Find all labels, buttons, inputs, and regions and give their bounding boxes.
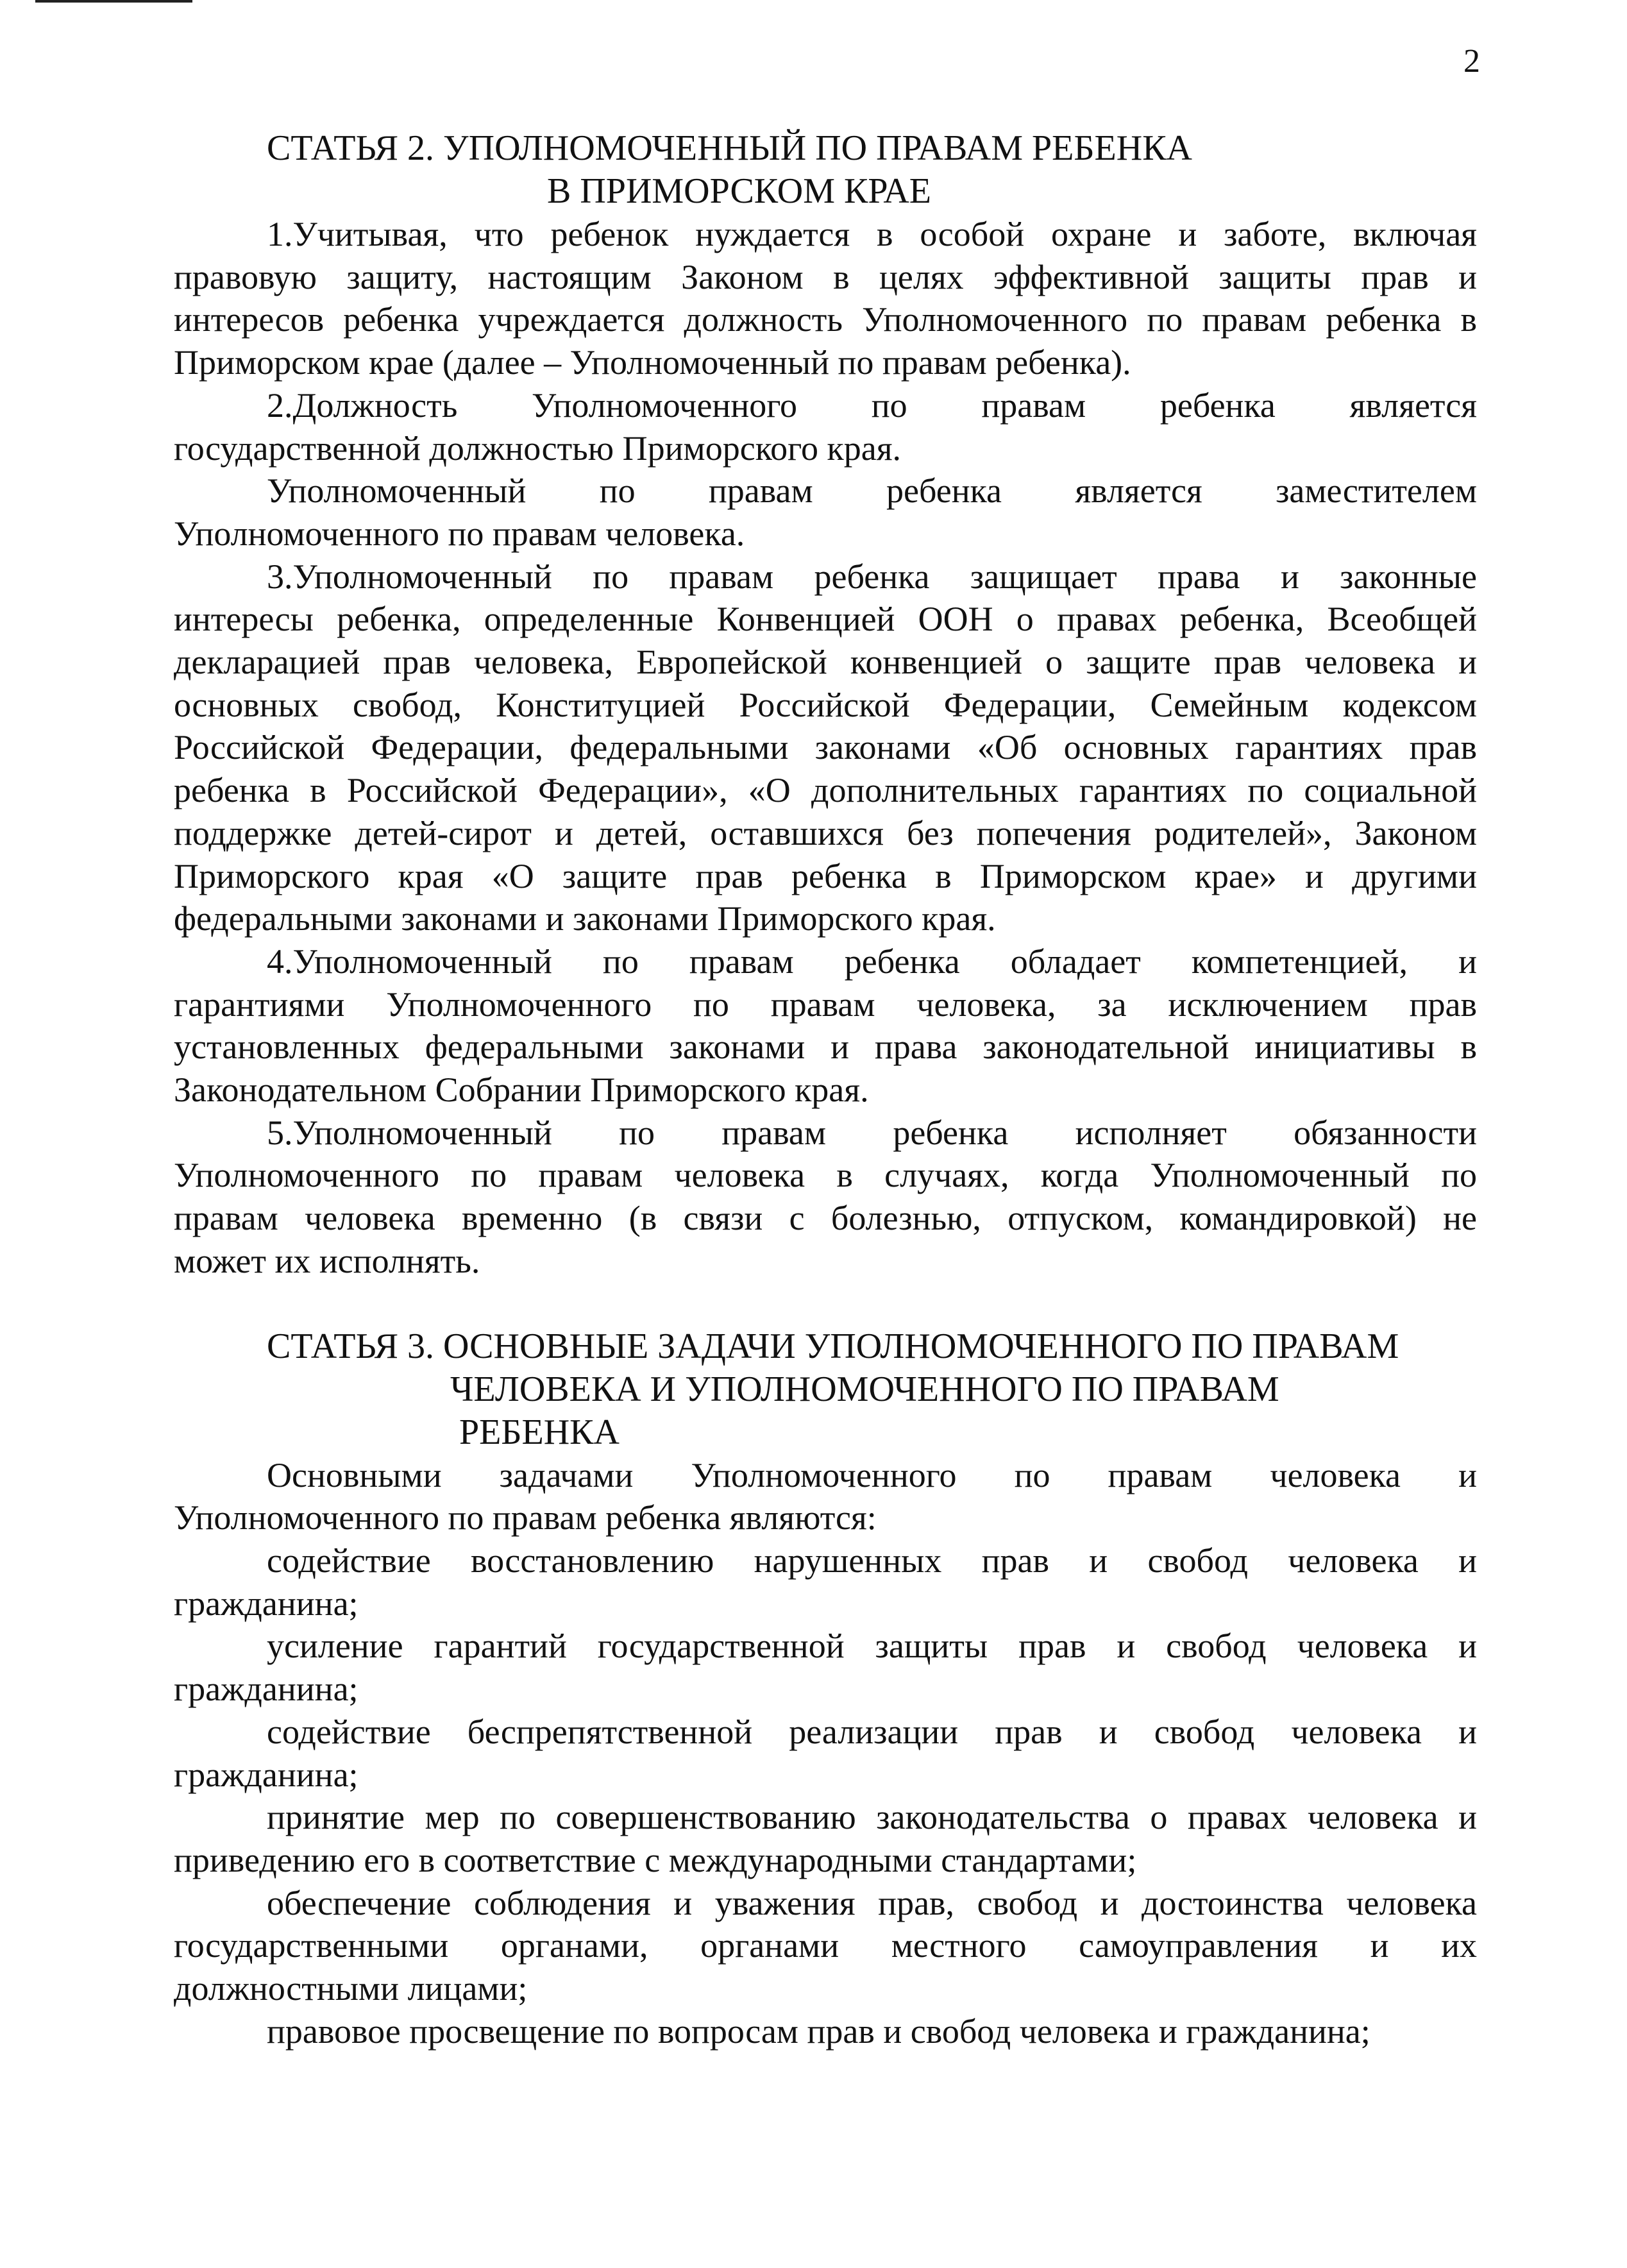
text-line: должностными лицами; <box>174 1969 528 2008</box>
page-number: 2 <box>1463 43 1480 80</box>
article-3-heading <box>174 1325 1477 1454</box>
article-2-paragraph-2 <box>174 384 1477 470</box>
text-line: 1.Учитывая, что ребенок нуждается в особой охране и заботе, включая <box>267 215 1477 253</box>
text-line: интересы ребенка, определенные Конвенцией ООН о правах ребенка, Всеобщей <box>174 600 1477 639</box>
text-line: может их исполнять. <box>174 1241 480 1280</box>
article-2-heading-line-1: СТАТЬЯ 2. УПОЛНОМОЧЕННЫЙ ПО ПРАВАМ РЕБЕНКА <box>267 128 1192 168</box>
task-item-2 <box>174 1625 1477 1710</box>
text-line: Приморском крае (далее – Уполномоченный по правам ребенка). <box>174 343 1131 382</box>
text-line: правам человека временно (в связи с болезнью, отпуском, командировкой) не <box>174 1199 1477 1238</box>
section-spacer <box>174 1283 1477 1325</box>
text-line: Российской Федерации, федеральными законами «Об основных гарантиях прав <box>174 728 1477 767</box>
text-line: Основными задачами Уполномоченного по правам человека и <box>267 1455 1477 1494</box>
article-3-intro <box>174 1454 1477 1539</box>
text-line: Уполномоченного по правам человека. <box>174 514 745 553</box>
article-3-heading-line-3: РЕБЕНКА <box>459 1412 620 1452</box>
text-line: основных свобод, Конституцией Российской Федерации, Семейным кодексом <box>174 685 1477 724</box>
article-3-heading-line-2: ЧЕЛОВЕКА И УПОЛНОМОЧЕННОГО ПО ПРАВАМ <box>450 1369 1279 1409</box>
text-line: государственными органами, органами местного самоуправления и их <box>174 1926 1477 1965</box>
text-line: 5.Уполномоченный по правам ребенка исполняет обязанности <box>267 1113 1477 1152</box>
text-line: декларацией прав человека, Европейской конвенцией о защите прав человека и <box>174 643 1477 682</box>
article-2-paragraph-2b <box>174 470 1477 555</box>
task-item-3 <box>174 1711 1477 1796</box>
text-line: установленных федеральными законами и права законодательной инициативы в <box>174 1028 1477 1067</box>
text-line: обеспечение соблюдения и уважения прав, свобод и достоинства человека <box>267 1883 1477 1922</box>
text-line: гарантиями Уполномоченного по правам человека, за исключением прав <box>174 985 1477 1024</box>
text-line: Приморского края «О защите прав ребенка в Приморском крае» и другими <box>174 856 1477 895</box>
text-line: интересов ребенка учреждается должность Уполномоченного по правам ребенка в <box>174 300 1477 339</box>
scan-edge-mark <box>35 0 192 3</box>
text-line: усиление гарантий государственной защиты прав и свобод человека и <box>267 1627 1477 1666</box>
article-2-paragraph-5 <box>174 1112 1477 1283</box>
text-line: 3.Уполномоченный по правам ребенка защищает права и законные <box>267 557 1477 596</box>
article-2-paragraph-3 <box>174 555 1477 940</box>
text-line: поддержке детей-сирот и детей, оставшихся без попечения родителей», Законом <box>174 813 1477 852</box>
text-line: федеральными законами и законами Приморского края. <box>174 899 996 938</box>
text-line: Уполномоченного по правам человека в случаях, когда Уполномоченный по <box>174 1156 1477 1195</box>
text-line: Уполномоченный по правам ребенка является заместителем <box>267 471 1477 511</box>
text-line: 4.Уполномоченный по правам ребенка обладает компетенцией, и <box>267 942 1477 981</box>
text-line: 2.Должность Уполномоченного по правам ребенка является <box>267 385 1477 425</box>
text-line: содействие восстановлению нарушенных прав и свобод человека и <box>267 1541 1477 1580</box>
text-line: ребенка в Российской Федерации», «О дополнительных гарантиях по социальной <box>174 771 1477 810</box>
text-line: принятие мер по совершенствованию законодательства о правах человека и <box>267 1798 1477 1837</box>
article-3-heading-line-1: СТАТЬЯ 3. ОСНОВНЫЕ ЗАДАЧИ УПОЛНОМОЧЕННОГО ПО ПРАВАМ <box>267 1326 1399 1366</box>
text-line: Законодательном Собрании Приморского края. <box>174 1071 869 1110</box>
text-line: приведению его в соответствие с международными стандартами; <box>174 1840 1137 1879</box>
text-line: содействие беспрепятственной реализации прав и свобод человека и <box>267 1712 1477 1751</box>
text-line: Уполномоченного по правам ребенка являются: <box>174 1498 877 1537</box>
text-line: государственной должностью Приморского края. <box>174 428 902 468</box>
document-body <box>174 127 1477 2052</box>
article-2-paragraph-4 <box>174 940 1477 1112</box>
text-line: правовую защиту, настоящим Законом в целях эффективной защиты прав и <box>174 257 1477 296</box>
article-2-paragraph-1 <box>174 213 1477 384</box>
article-2-heading <box>174 127 1477 213</box>
text-line: правовое просвещение по вопросам прав и свобод человека и гражданина; <box>267 2011 1370 2051</box>
text-line: гражданина; <box>174 1670 358 1709</box>
text-line: гражданина; <box>174 1755 358 1794</box>
task-item-5 <box>174 1882 1477 2010</box>
task-item-4 <box>174 1796 1477 1881</box>
article-2-heading-line-2: В ПРИМОРСКОМ КРАЕ <box>547 171 931 211</box>
task-item-6 <box>174 2010 1477 2053</box>
text-line: гражданина; <box>174 1584 358 1623</box>
task-item-1 <box>174 1539 1477 1625</box>
